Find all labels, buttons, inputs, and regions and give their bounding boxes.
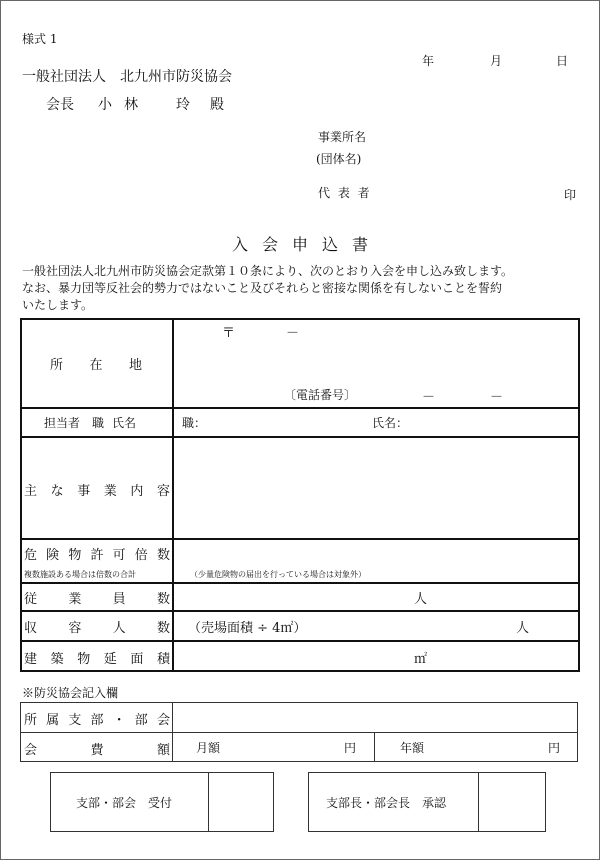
chairman-honorific: 殿 xyxy=(210,97,224,113)
row-sep-4 xyxy=(20,582,580,584)
contact-post-label: 職： xyxy=(182,416,207,430)
employees-label: 従 業 員 数 xyxy=(24,592,170,607)
chairman-name-1: 小 xyxy=(98,97,112,113)
employees-unit: 人 xyxy=(414,592,428,607)
location-label: 所 在 地 xyxy=(50,358,142,373)
branch-label: 所 属 支 部 ・ 部 会 xyxy=(24,713,170,728)
assoc-col-sep xyxy=(172,702,173,762)
assoc-heading: ※防災協会記入欄 xyxy=(22,686,119,700)
chairman-title: 会長 xyxy=(46,97,74,113)
date-month: 月 xyxy=(490,54,503,68)
date-day: 日 xyxy=(556,54,569,68)
capacity-unit: 人 xyxy=(516,621,530,636)
seal-mark: 印 xyxy=(564,188,577,202)
receipt-label: 支部・部会 受付 xyxy=(76,796,173,810)
fee-annual-yen: 円 xyxy=(548,741,561,755)
representative-label: 代 表 者 xyxy=(318,186,372,200)
intro-line-3: いたします。 xyxy=(22,298,94,312)
row-sep-2 xyxy=(20,436,580,438)
row-sep-3 xyxy=(20,538,580,540)
addressee-org: 一般社団法人 北九州市防災協会 xyxy=(22,69,232,85)
fee-monthly-yen: 円 xyxy=(344,741,357,755)
business-label: 主 な 事 業 内 容 xyxy=(24,484,170,499)
assoc-row-sep xyxy=(20,732,578,733)
phone-dash-1: － xyxy=(422,390,436,405)
phone-label: 〔電話番号〕 xyxy=(284,388,357,402)
chairman-name-2: 林 xyxy=(124,97,138,113)
fee-monthly-label: 月額 xyxy=(196,741,221,755)
table-divider xyxy=(172,318,174,672)
postal-dash: － xyxy=(286,326,300,341)
group-name-label: (団体名) xyxy=(316,152,362,166)
row-sep-1 xyxy=(20,407,580,409)
receipt-stamp-sep xyxy=(208,772,209,832)
hazard-label: 危 険 物 許 可 倍 数 xyxy=(24,548,170,563)
row-sep-5 xyxy=(20,610,580,612)
intro-line-1: 一般社団法人北九州市防災協会定款第１０条により、次のとおり入会を申し込み致します。 xyxy=(22,264,514,278)
phone-dash-2: － xyxy=(490,390,504,405)
office-name-label: 事業所名 xyxy=(318,130,367,144)
date-year: 年 xyxy=(422,54,435,68)
fee-label: 会 費 額 xyxy=(24,743,170,758)
postal-mark: 〒 xyxy=(222,326,236,341)
chairman-name-3: 玲 xyxy=(176,97,190,113)
approval-stamp-sep xyxy=(478,772,479,832)
assoc-fee-sep xyxy=(374,732,375,762)
approval-label: 支部長・部会長 承認 xyxy=(326,796,447,810)
floor-area-label: 建 築 物 延 面 積 xyxy=(24,652,170,667)
form-title: 入会申込書 xyxy=(231,235,382,254)
hazard-sub-label: 複数施設ある場合は倍数の合計 xyxy=(24,570,136,579)
form-number: 様式 1 xyxy=(22,32,58,46)
intro-line-2: なお、暴力団等反社会的勢力ではないこと及びそれらと密接な関係を有しないことを誓約 xyxy=(22,281,503,295)
floor-area-unit: ㎡ xyxy=(414,652,428,667)
capacity-note: （売場面積 ÷ 4㎡） xyxy=(188,621,307,636)
capacity-label: 収 容 人 数 xyxy=(24,621,170,636)
fee-annual-label: 年額 xyxy=(400,741,425,755)
hazard-note: （少量危険物の届出を行っている場合は対象外） xyxy=(190,570,366,579)
contact-name-label: 氏名： xyxy=(372,416,409,430)
row-sep-6 xyxy=(20,640,580,642)
